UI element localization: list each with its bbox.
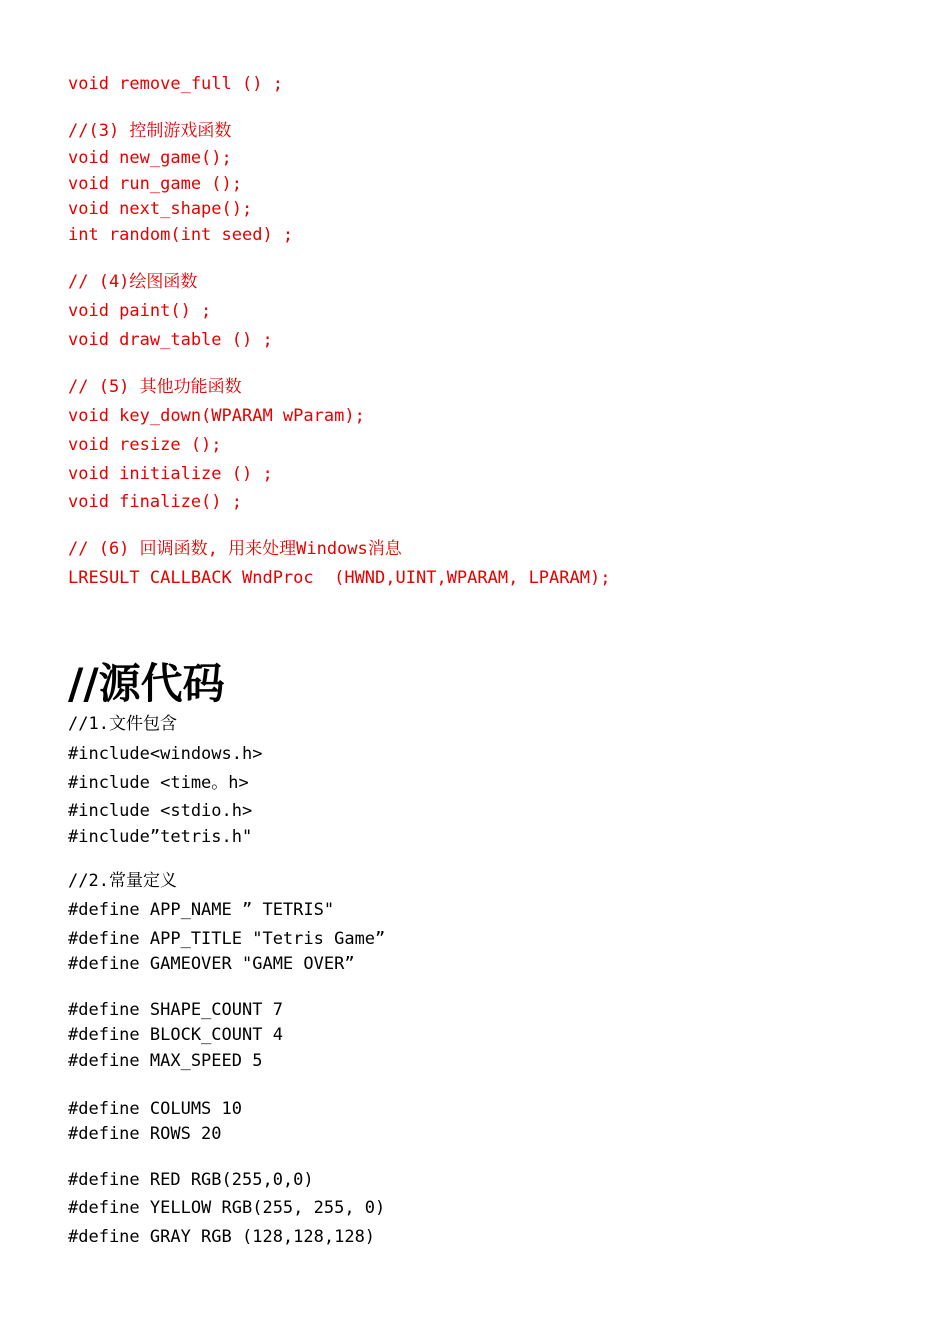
- constants-comment: //2.常量定义: [68, 871, 177, 891]
- define-red: #define RED RGB(255,0,0): [68, 1170, 314, 1190]
- include-stdio: #include <stdio.h>: [68, 801, 253, 821]
- define-max-speed: #define MAX_SPEED 5: [68, 1051, 263, 1071]
- decl-draw-table: void draw_table () ;: [68, 330, 273, 350]
- decl-resize: void resize ();: [68, 435, 222, 455]
- define-app-title: #define APP_TITLE "Tetris Game”: [68, 929, 386, 949]
- include-time: #include <time。h>: [68, 773, 249, 793]
- includes-comment: //1.文件包含: [68, 714, 177, 734]
- define-yellow: #define YELLOW RGB(255, 255, 0): [68, 1198, 386, 1218]
- include-tetris: #include”tetris.h": [68, 827, 253, 847]
- define-gameover: #define GAMEOVER "GAME OVER”: [68, 954, 355, 974]
- include-windows: #include<windows.h>: [68, 744, 263, 764]
- decl-wndproc: LRESULT CALLBACK WndProc (HWND,UINT,WPARAM, LPARAM);: [68, 568, 611, 588]
- source-code-heading: //源代码: [68, 659, 225, 708]
- decl-next-shape: void next_shape();: [68, 199, 253, 219]
- decl-paint: void paint() ;: [68, 301, 212, 321]
- section-5-comment: // (5) 其他功能函数: [68, 377, 242, 397]
- section-3-comment: //(3) 控制游戏函数: [68, 121, 232, 141]
- define-rows: #define ROWS 20: [68, 1124, 222, 1144]
- decl-initialize: void initialize () ;: [68, 464, 273, 484]
- define-block-count: #define BLOCK_COUNT 4: [68, 1025, 283, 1045]
- decl-key-down: void key_down(WPARAM wParam);: [68, 406, 365, 426]
- decl-random: int random(int seed) ;: [68, 225, 294, 245]
- define-shape-count: #define SHAPE_COUNT 7: [68, 1000, 283, 1020]
- decl-finalize: void finalize() ;: [68, 492, 242, 512]
- section-4-comment: // (4)绘图函数: [68, 272, 198, 292]
- decl-run-game: void run_game ();: [68, 174, 242, 194]
- define-gray: #define GRAY RGB (128,128,128): [68, 1227, 376, 1247]
- decl-remove-full: void remove_full () ;: [68, 74, 283, 94]
- decl-new-game: void new_game();: [68, 148, 232, 168]
- define-colums: #define COLUMS 10: [68, 1099, 242, 1119]
- define-app-name: #define APP_NAME ” TETRIS": [68, 900, 335, 920]
- section-6-comment: // (6) 回调函数, 用来处理Windows消息: [68, 539, 402, 559]
